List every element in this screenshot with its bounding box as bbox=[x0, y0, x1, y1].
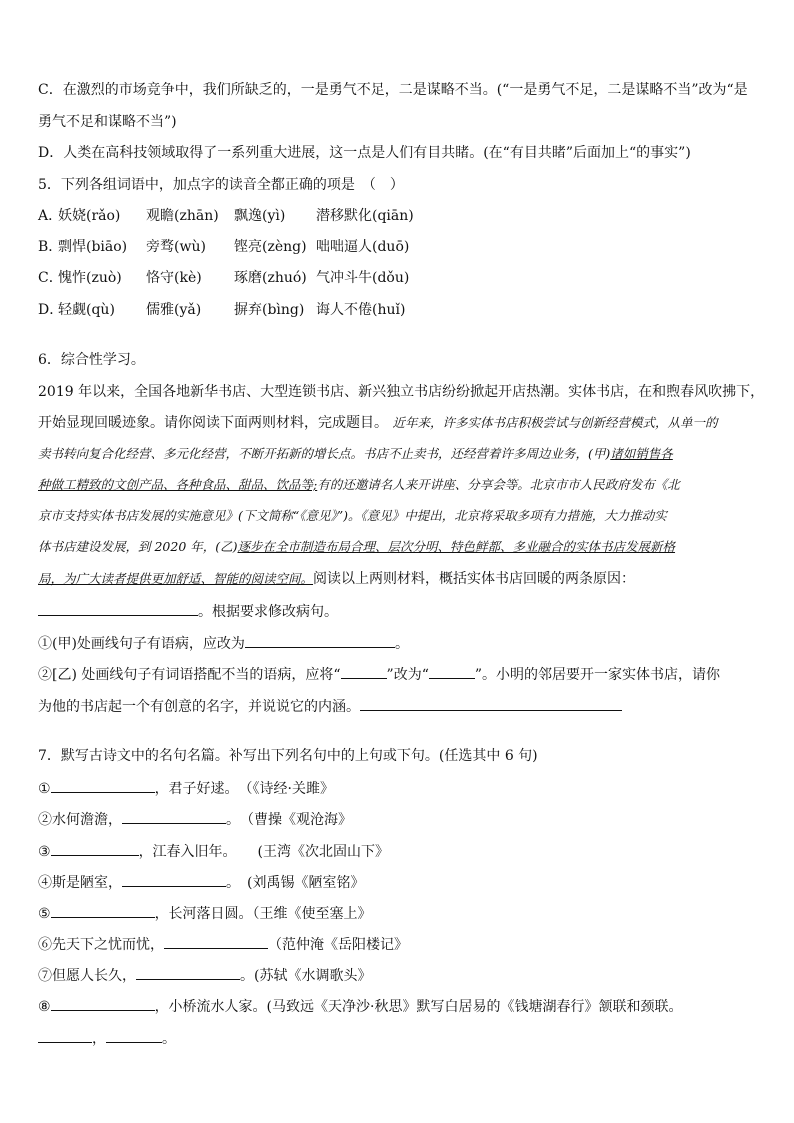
q6-text: 为他的书店起一个有创意的名字，并说说它的内涵。 bbox=[38, 699, 360, 715]
q4-option-c-line2: 勇气不足和谋略不当”) bbox=[38, 114, 177, 130]
q7-period: 。 bbox=[162, 1031, 176, 1047]
q7-item-9 bbox=[38, 1028, 760, 1049]
q7-item-suffix: ，长河落日圆。（王维《使至塞上》 bbox=[154, 906, 372, 922]
option-word: 摒弃(bìng) bbox=[234, 302, 305, 318]
answer-blank[interactable] bbox=[164, 934, 268, 949]
q6-text: ②[乙) 处画线句子有词语搭配不当的语病，应将“ bbox=[38, 667, 341, 683]
option-word: 飘逸(yì) bbox=[234, 208, 286, 224]
q6-sub-question-2 bbox=[38, 664, 760, 685]
q7-item-prefix: ⑧ bbox=[38, 999, 51, 1015]
q6-material-text: 有的还邀请名人来开讲座、分享会等。北京市市人民政府发布《北 bbox=[317, 477, 680, 492]
q7-item-prefix: ① bbox=[38, 781, 51, 797]
q6-material-text: 近年来，许多实体书店积极尝试与创新经营模式，从单一的 bbox=[392, 415, 718, 430]
answer-blank[interactable] bbox=[245, 633, 395, 648]
q7-item-prefix: ⑤ bbox=[38, 906, 51, 922]
q6-text: 阅读以上两则材料，概括实体书店回暖的两条原因： bbox=[313, 571, 636, 587]
answer-blank[interactable] bbox=[38, 601, 198, 616]
option-word: 恪守(kè) bbox=[146, 270, 202, 286]
q6-material-line bbox=[38, 444, 760, 464]
q6-underlined-jia: 诸如销售各 bbox=[610, 446, 673, 461]
q7-item-3 bbox=[38, 841, 760, 862]
q5-option-d bbox=[38, 300, 760, 320]
option-word: 铿亮(zèng) bbox=[234, 239, 307, 255]
q7-item-4 bbox=[38, 872, 760, 893]
q6-sub-question-1 bbox=[38, 633, 760, 654]
q6-answer-line bbox=[38, 601, 760, 622]
q7-item-prefix: ⑦但愿人长久， bbox=[38, 968, 136, 984]
option-word: 轻觑(qù) bbox=[58, 302, 115, 318]
answer-blank[interactable] bbox=[429, 664, 475, 679]
q7-item-suffix: ，小桥流水人家。(马致远《天净沙·秋思》默写白居易的《钱塘湖春行》颔联和颈联。 bbox=[154, 999, 683, 1015]
q6-underlined-yi: 逐步在全市制造布局合理、层次分明、特色鲜都、多业融合的实体书店发展新格 bbox=[237, 539, 676, 554]
answer-blank[interactable] bbox=[51, 778, 155, 793]
q7-item-prefix: ②水何澹澹， bbox=[38, 812, 122, 828]
option-label: C． bbox=[38, 270, 63, 286]
q7-item-suffix: （范仲淹《岳阳楼记》 bbox=[268, 937, 408, 953]
q7-item-prefix: ③ bbox=[38, 844, 51, 860]
q7-item-suffix: 。(苏轼《水调歌头》 bbox=[240, 968, 372, 984]
q6-sub-question-3 bbox=[38, 696, 760, 717]
q6-title: 6．综合性学习。 bbox=[38, 352, 145, 368]
option-word: 观瞻(zhān) bbox=[146, 208, 219, 224]
q5-option-a bbox=[38, 206, 760, 226]
q7-separator: ， bbox=[92, 1031, 106, 1047]
q6-text: ”改为“ bbox=[386, 667, 429, 683]
q4-option-d: D．人类在高科技领域取得了一系列重大进展，这一点是人们有目共睹。(在“有目共睹”后面加上“的事实”) bbox=[38, 145, 691, 161]
q7-item-prefix: ⑥先天下之忧而忧， bbox=[38, 937, 164, 953]
answer-blank[interactable] bbox=[51, 841, 139, 856]
answer-blank[interactable] bbox=[51, 996, 155, 1011]
q7-item-prefix: ④斯是陋室， bbox=[38, 875, 122, 891]
q7-item-2 bbox=[38, 809, 760, 830]
q6-underlined-yi: 局，为广大读者提供更加舒适、智能的阅读空间。 bbox=[38, 571, 314, 586]
option-word: 剽悍(biāo) bbox=[58, 239, 128, 255]
q6-material-line: 京市支持实体书店发展的实施意见》(下文简称“《意见》”)。《意见》中提出，北京将采取多项有力措施，大力推动实 bbox=[38, 508, 667, 523]
q5-stem: 5．下列各组词语中，加点字的读音全都正确的项是 （ ） bbox=[38, 177, 404, 193]
answer-blank[interactable] bbox=[136, 965, 240, 980]
answer-blank[interactable] bbox=[51, 903, 155, 918]
q6-underlined-jia: 种做工精致的文创产品、各种食品、甜品、饮品等; bbox=[38, 477, 318, 492]
option-word: 旁骛(wù) bbox=[146, 239, 206, 255]
q6-text: ”。小明的邻居要开一家实体书店，请你 bbox=[474, 667, 721, 683]
option-label: D． bbox=[38, 302, 64, 318]
q7-item-1 bbox=[38, 778, 760, 799]
q5-option-c bbox=[38, 268, 760, 288]
q6-material-line bbox=[38, 569, 760, 589]
q6-text: 。根据要求修改病句。 bbox=[198, 604, 338, 620]
q6-text: ①(甲)处画线句子有语病，应改为 bbox=[38, 636, 245, 652]
q7-item-suffix: 。 （曹操《观沧海》 bbox=[226, 812, 352, 828]
q6-text: 开始显现回暖迹象。请你阅读下面两则材料，完成题目。 bbox=[38, 415, 388, 431]
q6-text: 。 bbox=[394, 636, 409, 652]
option-word: 气冲斗牛(dǒu) bbox=[316, 270, 410, 286]
option-word: 潜移默化(qiān) bbox=[316, 208, 414, 224]
q7-item-suffix: ，君子好逑。 （《诗经·关雎》 bbox=[154, 781, 335, 797]
q7-item-suffix: ，江春入旧年。 (王湾《次北固山下》 bbox=[138, 844, 390, 860]
answer-blank[interactable] bbox=[38, 1028, 92, 1043]
answer-blank[interactable] bbox=[122, 872, 226, 887]
option-word: 愧怍(zuò) bbox=[58, 270, 122, 286]
answer-blank[interactable] bbox=[360, 696, 622, 711]
q6-material-text: 体书店建设发展，到 2020 年，(乙) bbox=[38, 539, 238, 554]
option-label: A． bbox=[38, 208, 63, 224]
q7-title: 7．默写古诗文中的名句名篇。补写出下列名句中的上句或下句。(任选其中 6 句) bbox=[38, 748, 538, 764]
option-word: 儒雅(yǎ) bbox=[146, 302, 202, 318]
answer-blank[interactable] bbox=[106, 1028, 162, 1043]
q4-option-c-line1: C．在激烈的市场竞争中，我们所缺乏的，一是勇气不足，二是谋略不当。(“一是勇气不足，二是谋略不当”改为“是 bbox=[38, 82, 748, 98]
q5-option-b bbox=[38, 237, 760, 257]
answer-blank[interactable] bbox=[122, 809, 226, 824]
option-label: B． bbox=[38, 239, 63, 255]
q6-material-line bbox=[38, 475, 760, 495]
option-word: 琢磨(zhuó) bbox=[234, 270, 307, 286]
q7-item-6 bbox=[38, 934, 760, 955]
q7-item-8 bbox=[38, 996, 760, 1017]
q6-paragraph-line bbox=[38, 413, 760, 433]
q7-item-5 bbox=[38, 903, 760, 924]
q6-material-line bbox=[38, 537, 760, 557]
q7-item-7 bbox=[38, 965, 760, 986]
answer-blank[interactable] bbox=[341, 664, 387, 679]
q6-material-text: 卖书转向复合化经营、多元化经营，不断开拓新的增长点。书店不止卖书，还经营着许多周边业务，(甲) bbox=[38, 446, 611, 461]
option-word: 诲人不倦(huǐ) bbox=[316, 302, 406, 318]
q6-paragraph-line: 2019 年以来，全国各地新华书店、大型连锁书店、新兴独立书店纷纷掀起开店热潮。实体书店，在和煦春风吹拂下， bbox=[38, 384, 765, 400]
option-word: 咄咄逼人(duō) bbox=[316, 239, 410, 255]
q7-item-suffix: 。 (刘禹锡《陋室铭》 bbox=[226, 875, 365, 891]
option-word: 妖娆(rǎo) bbox=[58, 208, 121, 224]
